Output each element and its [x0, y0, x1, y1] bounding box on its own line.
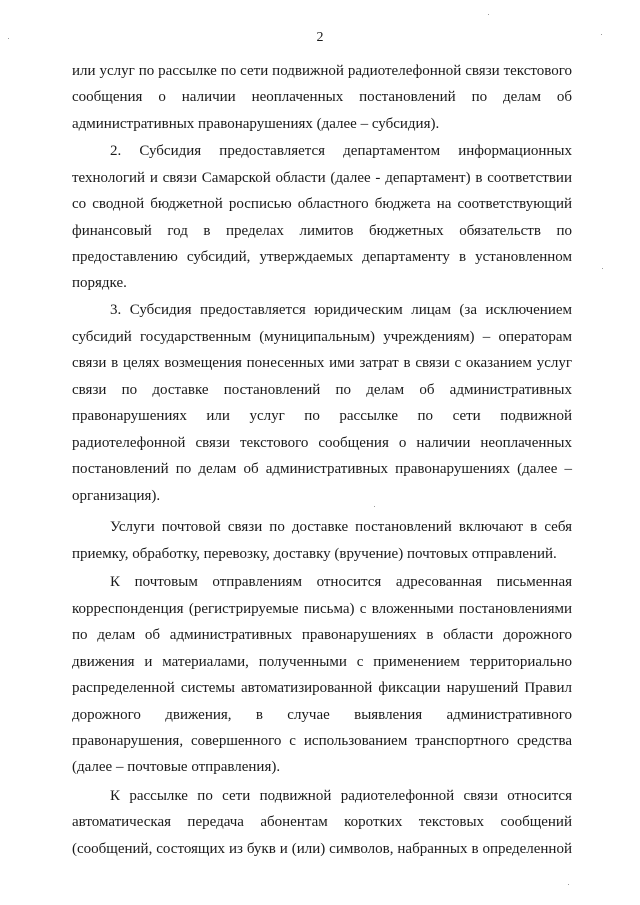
text-line: со сводной бюджетной росписью областного бюджета на соответствующий — [72, 196, 572, 212]
scan-speck — [8, 38, 9, 39]
text-line: технологий и связи Самарской области (далее - департамент) в соответствии — [72, 170, 572, 186]
text-line: (далее – почтовые отправления). — [72, 759, 281, 775]
text-line: постановлений по делам об административных правонарушениях (далее – — [72, 461, 572, 477]
text-line: порядке. — [72, 275, 127, 291]
text-line: распределенной системы автоматизированной фиксации нарушений Правил — [72, 680, 572, 696]
text-line: автоматическая передача абонентам коротких текстовых сообщений — [72, 814, 572, 830]
text-line: дорожного движения, в случае выявления административного — [72, 707, 572, 723]
text-line: связи по доставке постановлений по делам об административных — [72, 382, 572, 398]
text-line: организация). — [72, 488, 161, 504]
text-line: 3. Субсидия предоставляется юридическим лицам (за исключением — [110, 302, 572, 318]
text-line: 2. Субсидия предоставляется департаментом информационных — [110, 143, 572, 159]
text-line: связи в целях возмещения понесенных ими затрат в связи с оказанием услуг — [72, 355, 572, 371]
text-line: или услуг по рассылке по сети подвижной радиотелефонной связи текстового — [72, 63, 572, 79]
text-line: К рассылке по сети подвижной радиотелефонной связи относится — [110, 788, 572, 804]
text-line: Услуги почтовой связи по доставке постановлений включают в себя — [110, 519, 572, 535]
text-line: корреспонденция (регистрируемые письма) с вложенными постановлениями — [72, 601, 572, 617]
text-line: правонарушениях или услуг по рассылке по сети подвижной — [72, 408, 572, 424]
text-line: правонарушения, совершенного с использованием транспортного средства — [72, 733, 572, 749]
text-line: финансовый год в пределах лимитов бюджетных обязательств по — [72, 223, 572, 239]
text-line: предоставлению субсидий, утверждаемых департаменту в установленном — [72, 249, 572, 265]
page-number: 2 — [316, 30, 324, 45]
text-line: радиотелефонной связи текстового сообщения о наличии неоплаченных — [72, 435, 572, 451]
text-line: сообщения о наличии неоплаченных постановлений по делам об — [72, 89, 572, 105]
text-line: (сообщений, состоящих из букв и (или) символов, набранных в определенной — [72, 841, 572, 857]
scan-speck — [568, 884, 569, 885]
scan-speck — [374, 506, 375, 507]
text-line: движения и материалами, полученными с применением территориально — [72, 654, 572, 670]
text-line: приемку, обработку, перевозку, доставку (вручение) почтовых отправлений. — [72, 546, 557, 562]
text-line: К почтовым отправлениям относится адресованная письменная — [110, 574, 572, 590]
scan-speck — [601, 34, 602, 35]
text-line: административных правонарушениях (далее – субсидия). — [72, 116, 440, 132]
text-line: субсидий государственным (муниципальным) учреждениям) – операторам — [72, 329, 572, 345]
scan-speck — [602, 268, 603, 269]
scan-speck — [488, 14, 489, 15]
text-line: по делам об административных правонарушениях в области дорожного — [72, 627, 572, 643]
